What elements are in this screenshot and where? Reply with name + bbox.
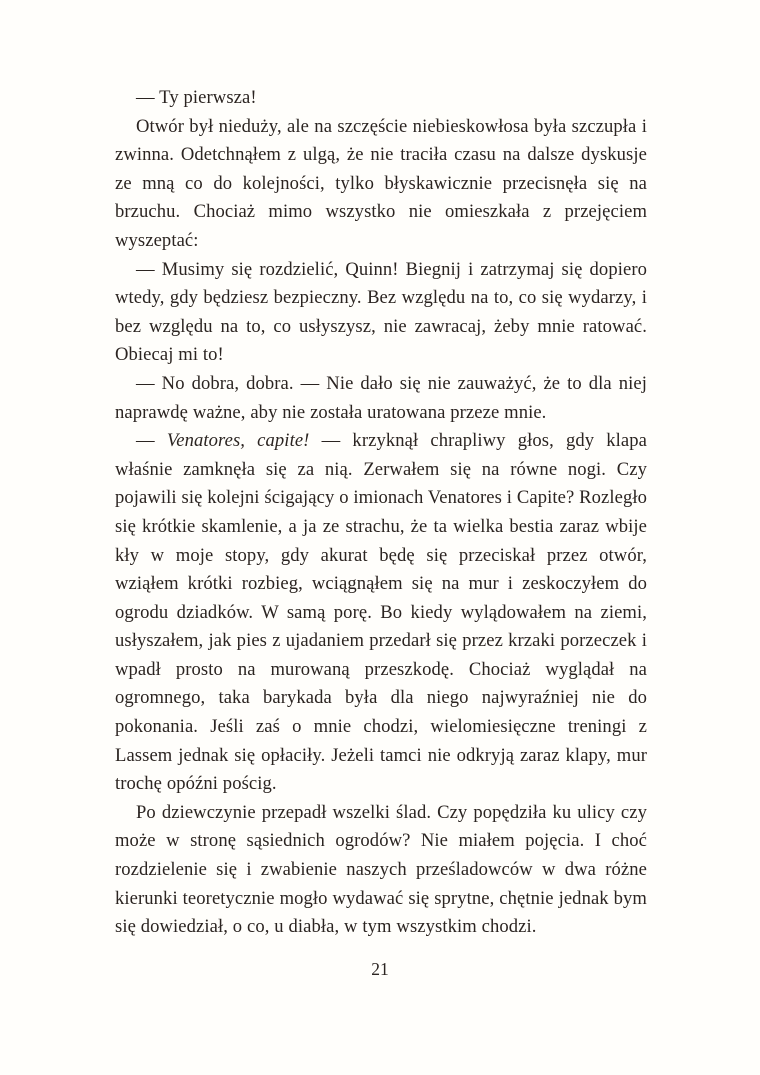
paragraph-narration-after-phrase: — krzyknął chrapliwy głos, gdy klapa właśnie zamknęła się za nią. Zerwałem się na równe nogi. Czy pojawili się kolejni ścigający o imionach Venatores i Capite? Rozległo się krótkie skamlenie, a ja ze strachu, że ta wielka bestia zaraz wbije kły w moje stopy, gdy akurat będę się przeciskał przez otwór, wziąłem krótki rozbieg, wciągnąłem się na mur i zeskoczyłem do ogrodu dziadków. W samą porę. Bo kiedy wylądowałem na ziemi, usłyszałem, jak pies z ujadaniem przedarł się przez krzaki porzeczek i wpadł prosto na murowaną przeszkodę. Chociaż wyglądał na ogromnego, taka barykada była dla niego najwyraźniej nie do pokonania. Jeśli zaś o mnie chodzi, wielomiesięczne treningi z Lassem jednak się opłaciły. Jeżeli tamci nie odkryją zaraz klapy, mur trochę opóźni pościg. — [115, 430, 647, 795]
paragraph-po-dziewczynie: Po dziewczynie przepadł wszelki ślad. Czy popędziła ku ulicy czy może w stronę sąsiednich ogrodów? Nie miałem pojęcia. I choć rozdzielenie się i zwabienie naszych prześladowców w dwa różne kierunki teoretycznie mogło wydawać się sprytne, chętnie jednak bym się dowiedział, o co, u diabła, w tym wszystkim chodzi. — [115, 801, 647, 938]
page-number: 21 — [371, 959, 389, 979]
paragraph-lead-dash: — — [136, 430, 167, 452]
page-text-block — [115, 84, 647, 942]
paragraph-dialogue-musimy-sie-rozdzielic: — Musimy się rozdzielić, Quinn! Biegnij i zatrzymaj się dopiero wtedy, gdy będziesz bezpieczny. Bez względu na to, co się wydarzy, i bez względu na to, co usłyszysz, nie zawracaj, żeby mnie ratować. Obiecaj mi to! — [115, 258, 647, 366]
paragraph-dialogue-no-dobra: — No dobra, dobra. — Nie dało się nie zauważyć, że to dla niej naprawdę ważne, aby nie została uratowana przeze mnie. — [115, 372, 647, 423]
paragraph-otwor-byl-nieduzy: Otwór był nieduży, ale na szczęście niebieskowłosa była szczupła i zwinna. Odetchnąłem z ulgą, że nie traciła czasu na dalsze dyskusje ze mną co do kolejności, tylko błyskawicznie przecisnęła się na brzuchu. Chociaż mimo wszystko nie omieszkała z przejęciem wyszeptać: — [115, 115, 647, 251]
paragraph-dialogue-ty-pierwsza: — Ty pierwsza! — [136, 87, 257, 108]
italic-latin-phrase: Venatores, capite! — [166, 430, 310, 452]
paragraph-venatores-capite — [115, 427, 647, 799]
